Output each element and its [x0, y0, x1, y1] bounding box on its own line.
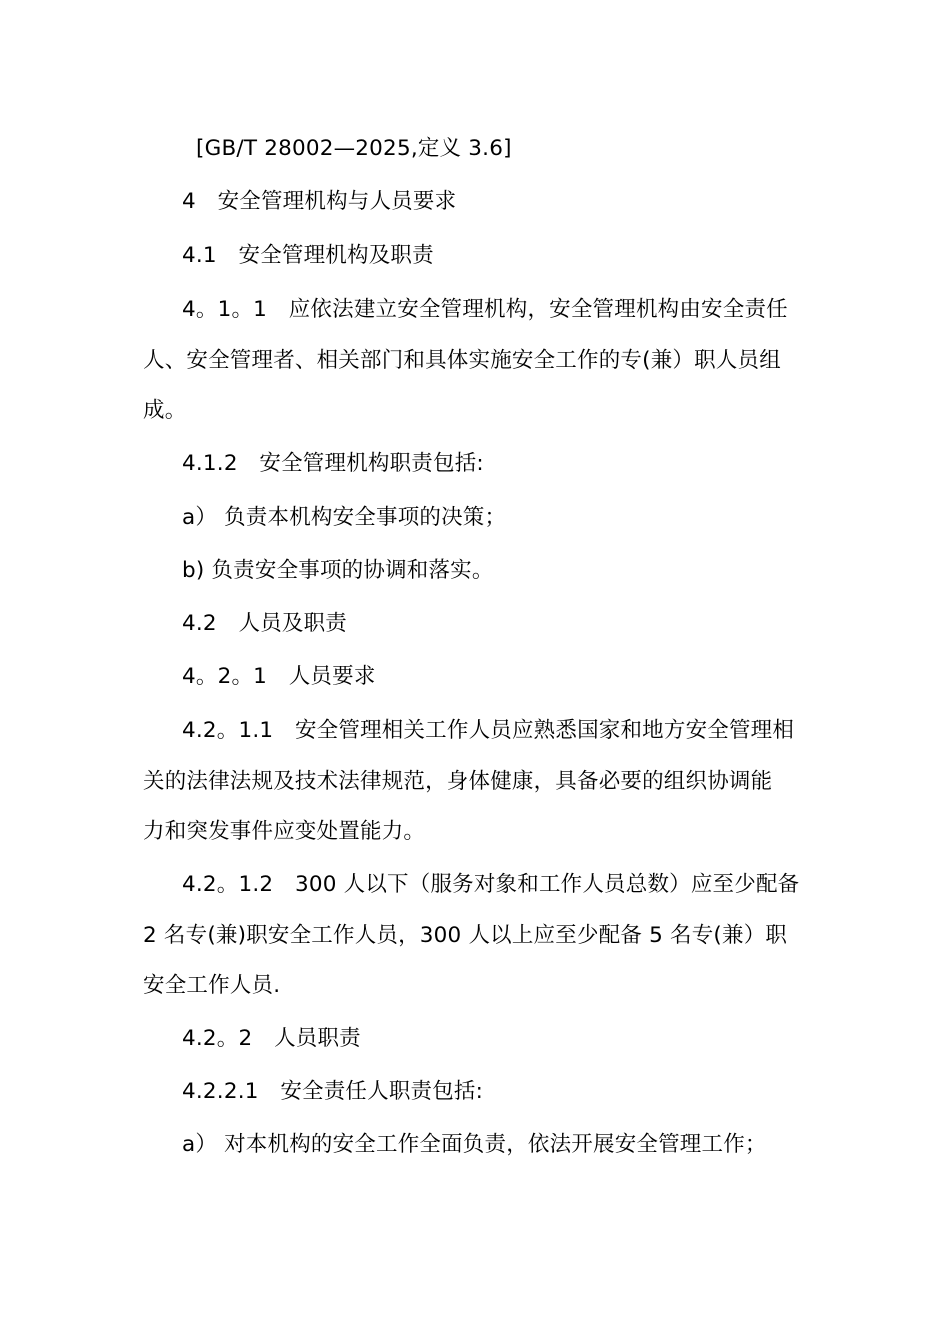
- list-item-b-coordination: b) 负责安全事项的协调和落实。: [182, 558, 494, 583]
- clause-4-2-1-2-line-1: 4.2。1.2 300 人以下（服务对象和工作人员总数）应至少配备: [182, 872, 800, 897]
- clause-4-2-2: 4.2。2 人员职责: [182, 1026, 361, 1051]
- clause-4-2-1-2-line-2: 2 名专(兼)职安全工作人员，300 人以上应至少配备 5 名专(兼）职: [143, 923, 788, 948]
- clause-4-2-1-1-line-3: 力和突发事件应变处置能力。: [143, 819, 426, 844]
- list-item-a-responsibility: a） 对本机构的安全工作全面负责，依法开展安全管理工作；: [182, 1132, 767, 1157]
- section-heading-4: 4 安全管理机构与人员要求: [182, 189, 457, 214]
- clause-4-2-1-1-line-1: 4.2。1.1 安全管理相关工作人员应熟悉国家和地方安全管理相: [182, 718, 795, 743]
- clause-4-2-1: 4。2。1 人员要求: [182, 664, 376, 689]
- list-item-a-decision: a） 负责本机构安全事项的决策；: [182, 505, 507, 530]
- clause-4-1-2: 4.1.2 安全管理机构职责包括:: [182, 451, 484, 476]
- clause-4-1-1-line-3: 成。: [143, 398, 187, 423]
- clause-4-2-1-2-line-3: 安全工作人员.: [143, 973, 281, 998]
- section-heading-4-2: 4.2 人员及职责: [182, 611, 347, 636]
- clause-4-1-1-line-2: 人、安全管理者、相关部门和具体实施安全工作的专(兼）职人员组: [143, 348, 781, 373]
- clause-4-1-1-line-1: 4。1。1 应依法建立安全管理机构，安全管理机构由安全责任: [182, 297, 788, 322]
- standard-reference: [GB/T 28002—2025,定义 3.6]: [196, 136, 512, 161]
- clause-4-2-2-1: 4.2.2.1 安全责任人职责包括:: [182, 1079, 484, 1104]
- section-heading-4-1: 4.1 安全管理机构及职责: [182, 243, 434, 268]
- clause-4-2-1-1-line-2: 关的法律法规及技术法律规范，身体健康，具备必要的组织协调能: [143, 769, 773, 794]
